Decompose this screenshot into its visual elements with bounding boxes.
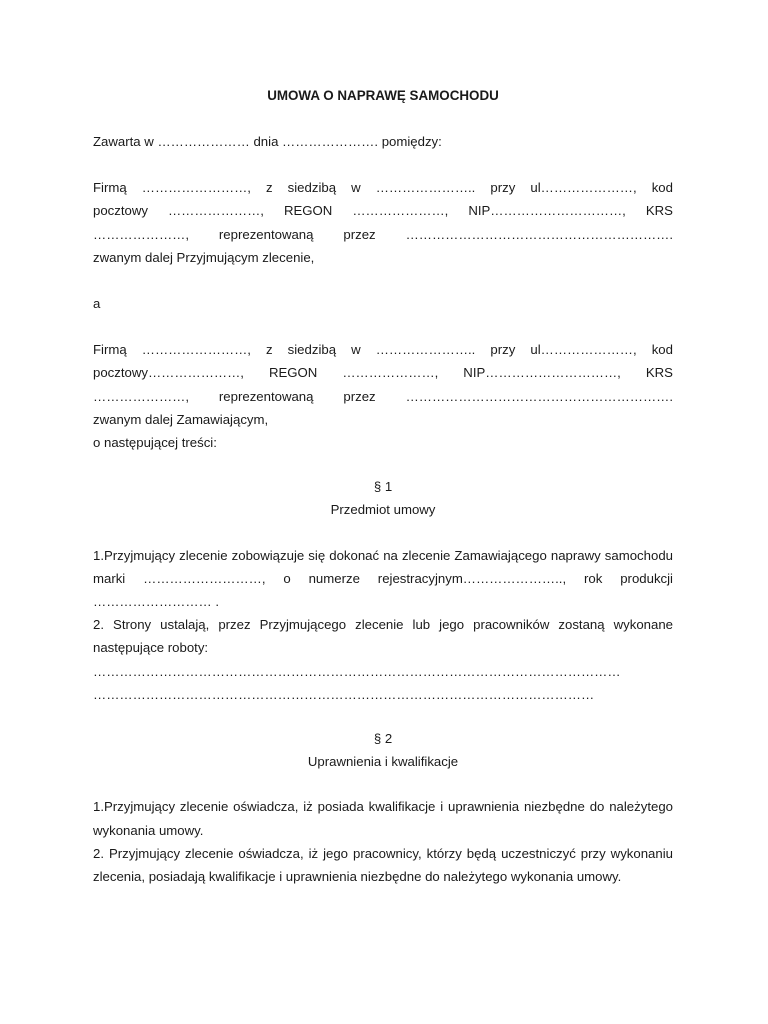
word: ……………………, [141, 342, 251, 358]
word: ………………….. [375, 180, 476, 196]
section-1-dots-line-1: ………………………………………………………………………………………………………… [93, 663, 621, 679]
party-2 [93, 338, 673, 454]
section-1-heading: Przedmiot umowy [330, 502, 436, 518]
section-1-dots-line-2: …………………………………………………………………………………………………… [93, 686, 595, 702]
word: KRS [645, 203, 673, 219]
party-2-intro: o następującej treści: [93, 435, 217, 451]
section-2-body [93, 795, 673, 888]
word: …………………, [93, 388, 189, 404]
word: KRS [645, 365, 673, 381]
party-1-line-1 [93, 176, 673, 199]
section-2-paragraph-1: 1.Przyjmujący zlecenie oświadcza, iż posiada kwalifikacje i uprawnienia niezbędne do należytego wykonania umowy. [93, 799, 673, 838]
word: …………………, [352, 203, 449, 219]
word: reprezentowaną [218, 388, 314, 404]
word: REGON [268, 365, 318, 381]
word: w [351, 180, 361, 196]
word: …………………, [342, 365, 439, 381]
party-2-role: zwanym dalej Zamawiającym, [93, 411, 269, 427]
party-1-line-3 [93, 223, 673, 246]
section-1-number: § 1 [373, 479, 393, 495]
section-2-heading: Uprawnienia i kwalifikacje [307, 754, 459, 770]
word: …………………, [93, 226, 189, 242]
section-1-body [93, 544, 673, 706]
word: siedzibą [287, 342, 337, 358]
section-1-paragraph-1: 1.Przyjmujący zlecenie zobowiązuje się dokonać na zlecenie Zamawiającego naprawy samochodu marki ………………………, o numerze rejestracyjnym………………….., rok produkcji ……………………… . [93, 547, 673, 610]
word: ………………….. [375, 342, 476, 358]
word: przez [343, 388, 376, 404]
word: z [266, 180, 273, 196]
word: przy [490, 342, 516, 358]
word: Firmą [93, 342, 127, 358]
word: REGON [283, 203, 333, 219]
word: ……………………………………………………. [405, 226, 673, 242]
section-2-header [93, 727, 673, 773]
word: Firmą [93, 180, 127, 196]
word: kod [651, 342, 673, 358]
word: reprezentowaną [218, 226, 314, 242]
word: z [266, 342, 273, 358]
section-1-header [93, 475, 673, 521]
word: siedzibą [287, 180, 337, 196]
party-2-line-2 [93, 361, 673, 384]
party-1-line-2 [93, 199, 673, 222]
word: ……………………………………………………. [405, 388, 673, 404]
party-1-role: zwanym dalej Przyjmującym zlecenie, [93, 249, 315, 265]
word: ……………………, [141, 180, 251, 196]
word: pocztowy…………………, [93, 365, 244, 381]
section-2-number: § 2 [373, 731, 393, 747]
word: kod [651, 180, 673, 196]
conjunction: a [93, 296, 101, 312]
word: przy [490, 180, 516, 196]
document-content [93, 86, 673, 888]
word: NIP…………………………, [468, 203, 626, 219]
party-2-line-1 [93, 338, 673, 361]
word: przez [343, 226, 376, 242]
intro-line: Zawarta w ………………… dnia …………………. pomiędzy: [93, 134, 442, 149]
party-1 [93, 176, 673, 269]
word: ul…………………, [530, 342, 637, 358]
document-title: UMOWA O NAPRAWĘ SAMOCHODU [267, 88, 499, 103]
section-2-paragraph-2: 2. Przyjmujący zlecenie oświadcza, iż jego pracownicy, którzy będą uczestniczyć przy wykonaniu zlecenia, posiadają kwalifikacje i uprawnienia niezbędne do należytego wykonania umowy. [93, 845, 673, 885]
word: w [351, 342, 361, 358]
section-1-paragraph-2: 2. Strony ustalają, przez Przyjmującego zlecenie lub jego pracowników zostaną wykonane następujące roboty: [93, 617, 673, 656]
word: NIP…………………………, [463, 365, 621, 381]
party-2-line-3 [93, 385, 673, 408]
word: ul…………………, [530, 180, 637, 196]
word: …………………, [167, 203, 264, 219]
word: pocztowy [93, 203, 148, 219]
